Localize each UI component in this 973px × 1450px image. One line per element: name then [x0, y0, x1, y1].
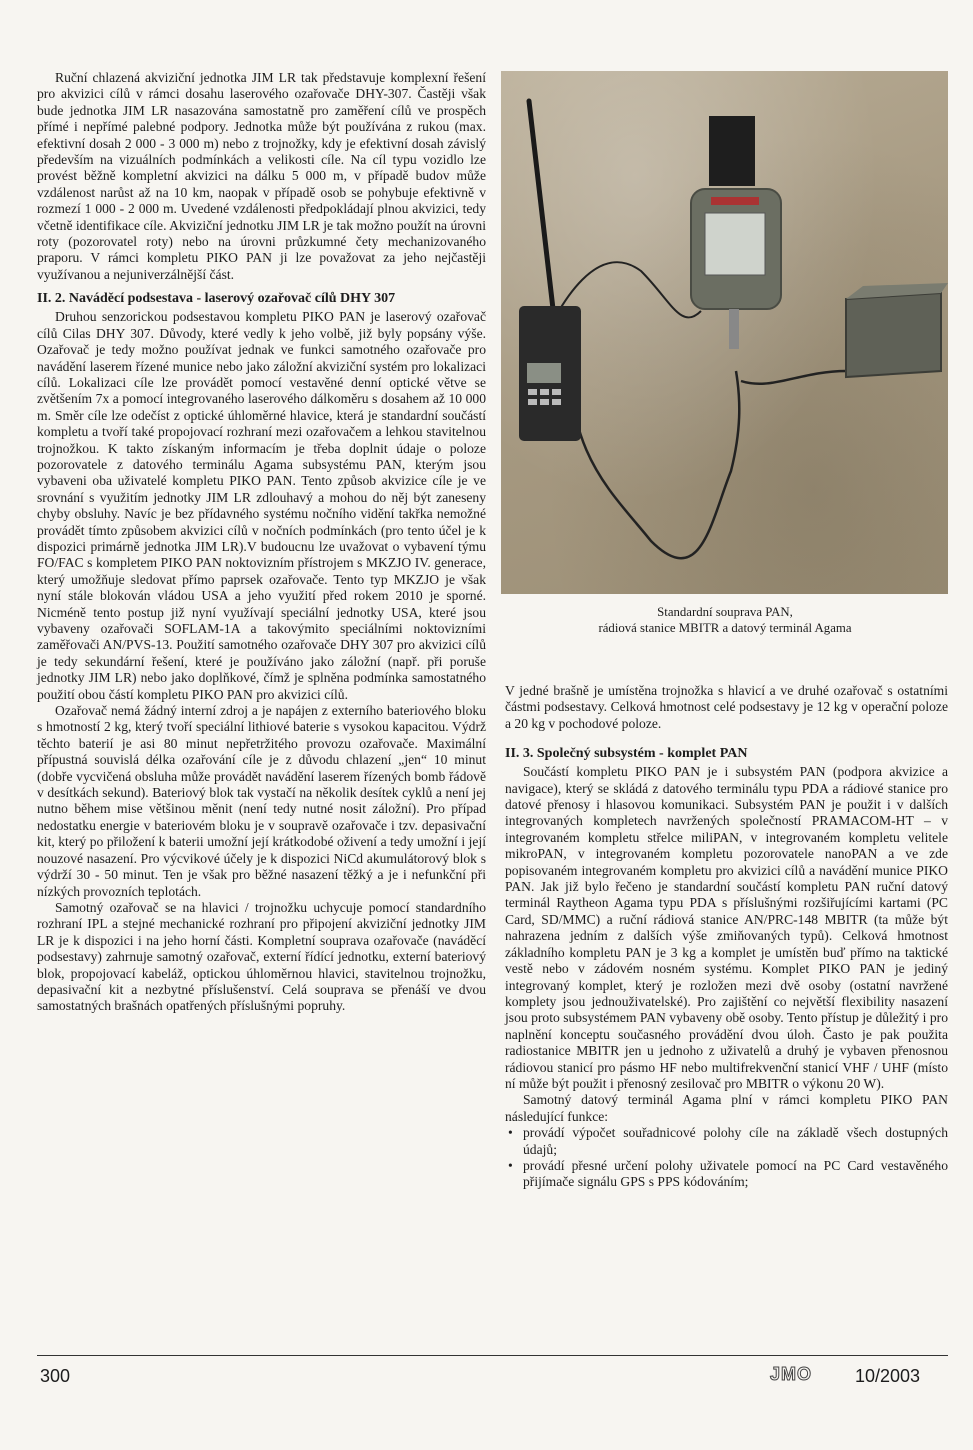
footer-divider: [37, 1355, 948, 1356]
caption-line: rádiová stanice MBITR a datový terminál Agama: [598, 621, 852, 635]
paragraph: Druhou senzorickou podsestavou kompletu PIKO PAN je laserový ozařovač cílů Cilas DHY 307. Důvody, které vedly k jeho volbě, již byly popsány výše. Ozařovač je tedy možno používat jednak ve funkci samotného ozařovače pro navádění laserem řízené munice nebo jako záložní akviziční systém pro lokalizaci cílů. Lokalizaci cíle lze provádět pomocí vestavěné denní optické větve se zvětšením 7x a pomocí integrovaného laserového dálkoměru s dosahem až 10 000 m. Směr cíle lze odečíst z optické úhloměrné hlavice, která je standardní součástí kompletu a tvoří také propojovací rozhraní mezi ozařovačem a lehkou stavitelnou trojnožkou. K takto získaným informacím je třeba doplnit údaje o poloze pozorovatele z datového terminálu Agama subsystému PAN, kterým jsou vybaveni oba uživatelé kompletu PIKO PAN. Tento způsob akvizice cíle je ve srovnání s využitím jednotky JIM LR zdlouhavý a mohou do něj být zaneseny chyby obsluhy. Navíc je bez přídavného systému nočního vidění takřka nemožné provádět tímto způsobem akvizici cílů v nočních podmínkách (pro tento účel je k dispozici primárně jednotka JIM LR).V budoucnu lze uvažovat o vybavení týmu FO/FAC s kompletem PIKO PAN noktovizním přístrojem s MKZJO IV. generace, který umožňuje sledovat přímo paprsek ozařovače. Tento typ MKZJO je však nyní stále blokován vládou USA a jeho využití před rokem 2010 je sporné. Nicméně tento postup již nyní využívají speciální jednotky USA, které jsou vybaveny ozařovači SOFLAM-1A a takovýmito speciálními noktovizními zaměřovači AN/PVS-13. Použití samotného ozařovače DHY 307 pro akvizici cílů je tedy sekundární řešení, které je používáno jako záložní (např. při poruše jednotky JIM LR) nebo jako doplňkové, čímž je splněna podmínka samostatného použití obou částí kompletu PIKO PAN pro akvizici cílů.: [37, 309, 486, 702]
equipment-photo: [501, 71, 948, 594]
section-heading: II. 2. Naváděcí podsestava - laserový ozařovač cílů DHY 307: [37, 291, 396, 307]
page-number: 300: [40, 1366, 71, 1386]
photo-caption: [560, 604, 890, 636]
section-heading: II. 3. Společný subsystém - komplet PAN: [505, 746, 748, 762]
right-column: [505, 683, 948, 1191]
paragraph: Samotný ozařovač se na hlavici / trojnožku uchycuje pomocí standardního rozhraní IPL a stejné mechanické rozhraní pro připojení akviziční jednotky JIM LR je k dispozici i na jeho horní části. Kompletní souprava ozařovače (naváděcí podsestavy) zahrnuje samotný ozařovač, externí řídící jednotku, externí bateriový blok, propojovací kabeláž, optickou úhloměrnou hlavici, stavitelnou trojnožku, depasivační kit a nezbytné příslušenství. Celá souprava se přenáší ve dvou samostatných brašnách opatřených příslušnými popruhy.: [37, 899, 486, 1014]
issue-number: 10/2003: [855, 1366, 921, 1386]
list-item: • provádí výpočet souřadnicové polohy cíle na základě všech dostupných údajů;: [505, 1125, 948, 1158]
caption-line: Standardní souprava PAN,: [657, 605, 793, 619]
left-column: [37, 70, 486, 1015]
paragraph: Ozařovač nemá žádný interní zdroj a je napájen z externího bateriového bloku s hmotností 2 kg, který tvoří speciální lithiové baterie s vysokou kapacitou. Výdrž těchto baterií je asi 80 minut nepřetržitého provozu ozařovače. Maximální přípustná souvislá délka ozařování cíle je z důvodu chlazení „jen“ 10 minut (dobře vycvičená obsluha může provádět navádění laserem řízených bomb řádově v desítkách sekund). Bateriový blok tak vystačí na několik desítek cyklů a není jej nutno během mise většinou měnit (není tedy nutné nosit záložní). Pro případ nedostatku energie v bateriovém bloku je v soupravě ozařovače i tzv. depasivační kit, který po přiložení k baterii umožní její krátkodobé oživení a tedy umožní i její nouzové nasazení. Pro výcvikové účely je k dispozici NiCd akumulátorový blok s výdrží 30 - 50 minut. Ten je však pro běžné nasazení těžký a je i nefunkční při nízkých provozních teplotách.: [37, 703, 486, 899]
journal-logo: JMO: [770, 1364, 813, 1384]
paragraph: Samotný datový terminál Agama plní v rámci kompletu PIKO PAN následující funkce:: [505, 1092, 948, 1124]
list-item: • provádí přesné určení polohy uživatele pomocí na PC Card vestavěného přijímače signálu GPS s PPS kódováním;: [505, 1158, 948, 1191]
paragraph: V jedné brašně je umístěna trojnožka s hlavicí a ve druhé ozařovač s ostatními částmi podsestavy. Celková hmotnost celé podsestavy je 12 kg v operační poloze a 20 kg v pochodové poloze.: [505, 683, 948, 731]
paragraph: Součástí kompletu PIKO PAN je i subsystém PAN (podpora akvizice a navigace), který se skládá z datového terminálu typu PDA a rádiové stanice pro datové přenosy i hlasovou komunikaci. Subsystém PAN je použit i v dalších integrovaných kompletech navržených společností PRAMACOM-HT – v integrovaném kompletu střelce miliPAN, v integrovaném kompletu velitele mikroPAN, v integrovaném kompletu pozorovatele nanoPAN a ve zde popisovaném integrovaném kompletu pro akvizici cílů a navádění munice PIKO PAN. Jak již bylo řečeno je standardní součástí kompletu PAN ruční datový terminál Raytheon Agama typu PDA s příslušnými rozšiřujícími kartami (PC Card, SD/MMC) a ruční rádiová stanice AN/PRC-148 MBITR (ta může být nahrazena jedním z dalších výše zmiňovaných typů). Celková hmotnost základního kompletu PAN je 3 kg a komplet je umístěn buď přímo na taktické vestě nebo v zádovém nosném systému. Komplet PIKO PAN je jediný integrovaný komplet, který je rozložen mezi dvě osoby (ostatní navržené komplety jsou jednouživatelské). Pro zajištění co největší flexibility nasazení jsou proto subsystémem PAN vybaveny obě osoby. Tento přístup je důležitý i pro naplnění konceptu současného provádění dvou úloh. Často je pak použita radiostanice MBITR jen u jednoho z uživatelů a druhý je vybaven přenosnou rádiovou stanicí pro pásmo HF nebo multifrekvenční stanicí VHF / UHF (místo ní může být použit i přenosný zesilovač pro MBITR o výkonu 20 W).: [505, 764, 948, 1091]
paragraph: Ruční chlazená akviziční jednotka JIM LR tak představuje komplexní řešení pro akvizici cílů v rámci dosahu laserového ozařovače DHY-307. Častěji však bude jednotka JIM LR nasazována samostatně pro zaměření cílů ve prospěch přímé i nepřímé palebné podpory. Jednotka může být používána z rukou (max. efektivní dosah 2 000 - 3 000 m) nebo z trojnožky, kdy je efektivní dosah závislý především na vizuálních podmínkách a velikosti cíle. Na cíl typu vozidlo lze provést běžně kompletní akvizici na dálku 5 000 m, v případě budov může vzdálenost narůst až na 10 km, naopak v případě osob se pohybuje efektivně v rozmezí 1 000 - 2 000 m. Uvedené vzdálenosti předpokládají plnou akvizici, tedy včetně identifikace cíle. Akviziční jednotku JIM LR je tak možno použít na úrovni roty (pozorovatel roty) nebo na úrovni průzkumné čety mechanizovaného praporu. V rámci kompletu PIKO PAN ji lze považovat za jeho nejčastěji využívanou a nejuniverzálnější část.: [37, 70, 486, 282]
function-list: [505, 1125, 948, 1191]
